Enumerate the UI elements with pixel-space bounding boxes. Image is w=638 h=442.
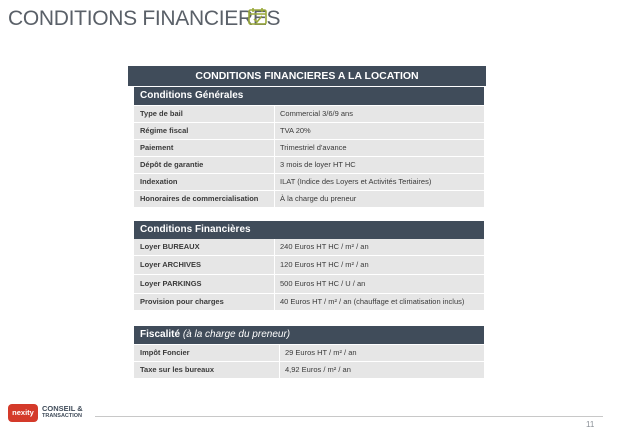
row-label: Impôt Foncier <box>140 348 190 357</box>
table-row <box>134 256 484 275</box>
row-value: À la charge du preneur <box>280 194 357 203</box>
table-row <box>134 239 484 256</box>
row-label: Type de bail <box>140 109 183 118</box>
calendar-check-icon <box>247 6 269 26</box>
table-row <box>134 174 484 191</box>
section-title: Conditions Générales <box>140 90 244 101</box>
table-row <box>134 157 484 174</box>
row-label: Paiement <box>140 143 174 152</box>
section-note: (à la charge du preneur) <box>182 329 291 340</box>
row-label: Taxe sur les bureaux <box>140 365 215 374</box>
row-label: Indexation <box>140 177 178 186</box>
row-label: Dépôt de garantie <box>140 160 204 169</box>
row-label: Honoraires de commercialisation <box>140 194 259 203</box>
row-value: 29 Euros HT / m² / an <box>285 348 357 357</box>
row-label: Loyer BUREAUX <box>140 242 200 251</box>
row-value: 40 Euros HT / m² / an (chauffage et climatisation inclus) <box>280 297 465 306</box>
row-value: TVA 20% <box>280 126 311 135</box>
row-value: 500 Euros HT HC / U / an <box>280 279 366 288</box>
page-title: CONDITIONS FINANCIERES <box>8 7 281 30</box>
table-row <box>134 140 484 157</box>
table-row <box>134 123 484 140</box>
brand-line1: CONSEIL & <box>42 404 83 413</box>
brand-line2: TRANSACTION <box>42 413 83 419</box>
row-label: Loyer ARCHIVES <box>140 260 201 269</box>
table-row <box>134 362 484 379</box>
row-label: Loyer PARKINGS <box>140 279 202 288</box>
section-header-conditions-financieres <box>134 221 484 239</box>
table-row <box>134 345 484 362</box>
section-title: Conditions Financières <box>140 224 251 235</box>
row-value: 120 Euros HT HC / m² / an <box>280 260 369 269</box>
row-label: Régime fiscal <box>140 126 189 135</box>
footer-divider <box>95 416 603 417</box>
table-row <box>134 275 484 294</box>
row-value: 240 Euros HT HC / m² / an <box>280 242 369 251</box>
row-value: 3 mois de loyer HT HC <box>280 160 356 169</box>
row-value: 4,92 Euros / m² / an <box>285 365 351 374</box>
row-label: Provision pour charges <box>140 297 224 306</box>
nexity-logo <box>8 404 38 422</box>
logo-text: nexity <box>12 408 34 417</box>
page-number: 11 <box>586 420 595 429</box>
section-title: Fiscalité <box>140 329 181 340</box>
table-row <box>134 294 484 311</box>
main-table-header: CONDITIONS FINANCIERES A LA LOCATION <box>128 66 486 86</box>
table-row <box>134 191 484 208</box>
section-header-fiscalite <box>134 326 484 344</box>
row-value: Commercial 3/6/9 ans <box>280 109 353 118</box>
table-row <box>134 106 484 123</box>
row-value: ILAT (Indice des Loyers et Activités Tertiaires) <box>280 177 432 186</box>
row-value: Trimestriel d'avance <box>280 143 347 152</box>
section-header-conditions-generales <box>134 87 484 105</box>
